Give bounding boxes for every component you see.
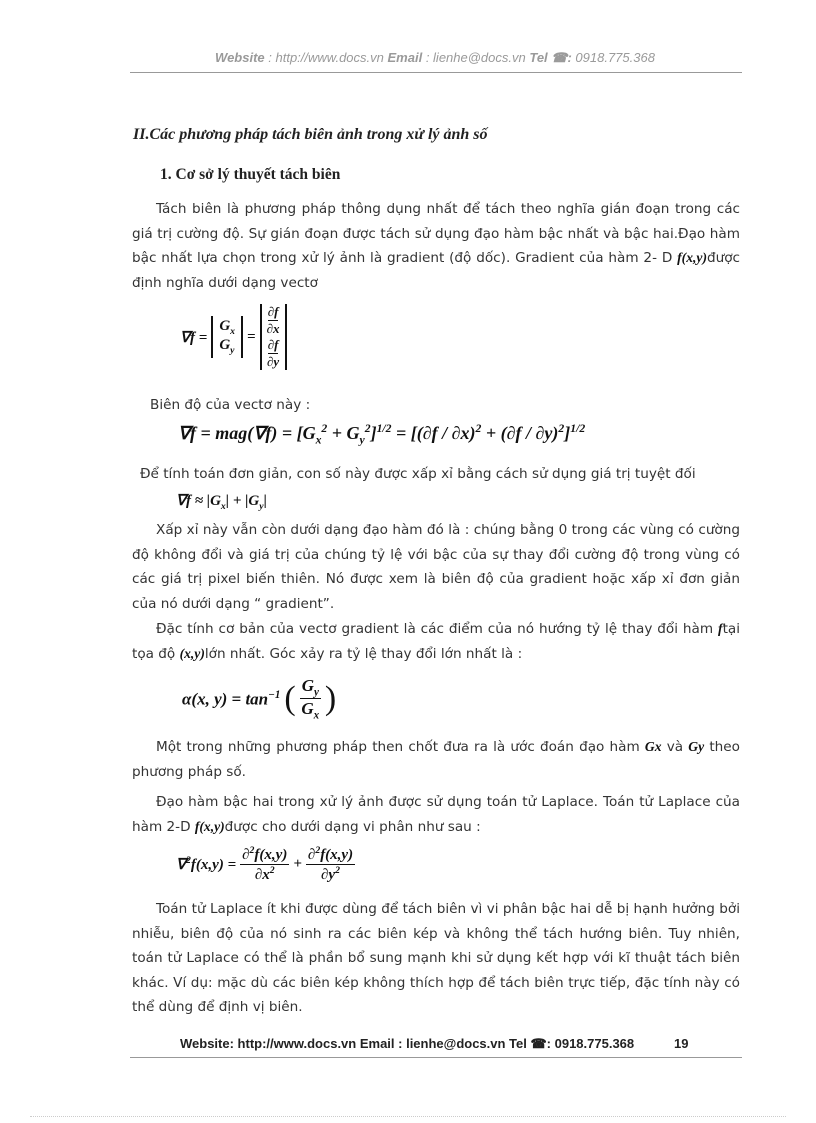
p5-xy: (x,y) xyxy=(179,645,205,661)
p5-text-a: Đặc tính cơ bản của vectơ gradient là các điểm của nó hướng tỷ lệ thay đổi hàm xyxy=(156,621,714,637)
header-email-link[interactable]: : lienhe@docs.vn xyxy=(425,50,526,65)
header-divider xyxy=(130,72,742,73)
paragraph-laplace-intro xyxy=(132,790,740,839)
section-title: II.Các phương pháp tách biên ảnh trong xử lý ảnh số xyxy=(133,126,488,143)
p6-gx: Gx xyxy=(644,739,662,754)
paragraph-magnitude: Biên độ của vectơ này : xyxy=(150,397,311,413)
page-header xyxy=(130,50,740,66)
header-website-link[interactable]: : http://www.docs.vn xyxy=(268,50,384,65)
page-number: 19 xyxy=(674,1036,689,1051)
p1-text: Tách biên là phương pháp thông dụng nhất để tách theo nghĩa gián đoạn trong các giá trị cường độ. Sự gián đoạn được tách sử dụng đạo hàm bậc nhất và bậc hai.Đạo hàm bậc nhất lựa chọn trong xử lý ảnh là gradient (độ dốc). Gradient của hàm 2- D xyxy=(132,201,740,267)
p5-text-c: lớn nhất. Góc xảy ra tỷ lệ thay đổi lớn nhất là : xyxy=(204,645,523,662)
header-email-label: Email xyxy=(387,50,423,65)
header-website-label: Website xyxy=(215,50,265,65)
p6-and: và xyxy=(666,739,684,755)
equation-angle: α(x, $y) = \tan^{-1}$ ( $\frac{G_y}{G_x}$ ) xyxy=(182,676,337,722)
paragraph-gradient-direction xyxy=(132,617,740,666)
paragraph-absolute-approx: Để tính toán đơn giản, con số này được xấp xỉ bằng cách sử dụng giá trị tuyệt đối xyxy=(140,466,696,482)
p5-text-b: tại tọa độ xyxy=(132,621,740,662)
footer-divider xyxy=(130,1057,742,1058)
p7-fxy: f(x,y) xyxy=(194,818,225,834)
paragraph-derivative-approx: Xấp xỉ này vẫn còn dưới dạng đạo hàm đó là : chúng bằng 0 trong các vùng có cường độ không đổi và giá trị của chúng tỷ lệ với bậc của sự thay đổi cường độ trong vùng có các giá trị pixel biến thiên. Nó được xem là biên độ của gradient hoặc xấp xỉ đơn giản của nó dưới dạng “ gradient”. xyxy=(132,522,740,612)
equation-laplacian: ∇$^2$f(x,y) = $\frac{\partial^2f(x,y)}{\partial x^2}$ + $\frac{\partial^2f(x,y)}{\partial y^2}$ xyxy=(176,845,354,883)
equation-gradient-magnitude: $\nabla f = mag(\nabla f) = [G_x^2 + G_y^2]^{1/2} = [(\partial f / \partial x)^2 + (\partial f / \partial y)^2]^{1/2}$ xyxy=(178,422,586,447)
page-bottom-edge xyxy=(30,1116,786,1117)
p6-text-b: theo phương pháp số. xyxy=(132,739,740,780)
equation-gradient-vector: ∇f = $G_x$ $G_y$ = ∂f ∂x ∂f ∂y xyxy=(180,304,287,370)
page-footer: Website: http://www.docs.vn Email : lienhe@docs.vn Tel ☎: 0918.775.368 xyxy=(180,1036,635,1051)
p6-text-a: Một trong những phương pháp then chốt đưa ra là ước đoán đạo hàm xyxy=(156,739,640,755)
subsection-title: 1. Cơ sở lý thuyết tách biên xyxy=(160,166,341,183)
p7-text-a: Đạo hàm bậc hai trong xử lý ảnh được sử dụng toán tử Laplace. Toán tử Laplace của hàm 2-D xyxy=(132,794,740,835)
p1-fxy: f(x,y) xyxy=(677,250,707,266)
p7-text-b: được cho dưới dạng vi phân như sau : xyxy=(224,818,481,835)
paragraph-gradient-intro xyxy=(132,197,740,295)
p5-f: f xyxy=(718,621,723,636)
header-tel-label: Tel ☎: xyxy=(529,50,572,65)
equation-abs-approx: $\nabla f \approx |G_x| + |G_y|$ xyxy=(176,493,267,512)
paragraph-laplace-usage: Toán tử Laplace ít khi được dùng để tách biên vì vi phân bậc hai dễ bị hạnh hưởng bởi nhiễu, biên độ của nó sinh ra các biên kép và không thể tách hướng biên. Tuy nhiên, toán tử Laplace có thể là phần bổ sung mạnh khi sử dụng kết hợp với kĩ thuật tách biên khác. Ví dụ: mặc dù các biên kép không thích hợp để tách biên trực tiếp, đặc tính này có thể dùng để định vị biên. xyxy=(132,901,740,1016)
paragraph-numeric-estimate xyxy=(132,735,740,784)
p1-tail: được định nghĩa dưới dạng vectơ xyxy=(132,250,741,291)
header-tel-value: 0918.775.368 xyxy=(575,50,655,65)
p6-gy: Gy xyxy=(688,739,705,754)
